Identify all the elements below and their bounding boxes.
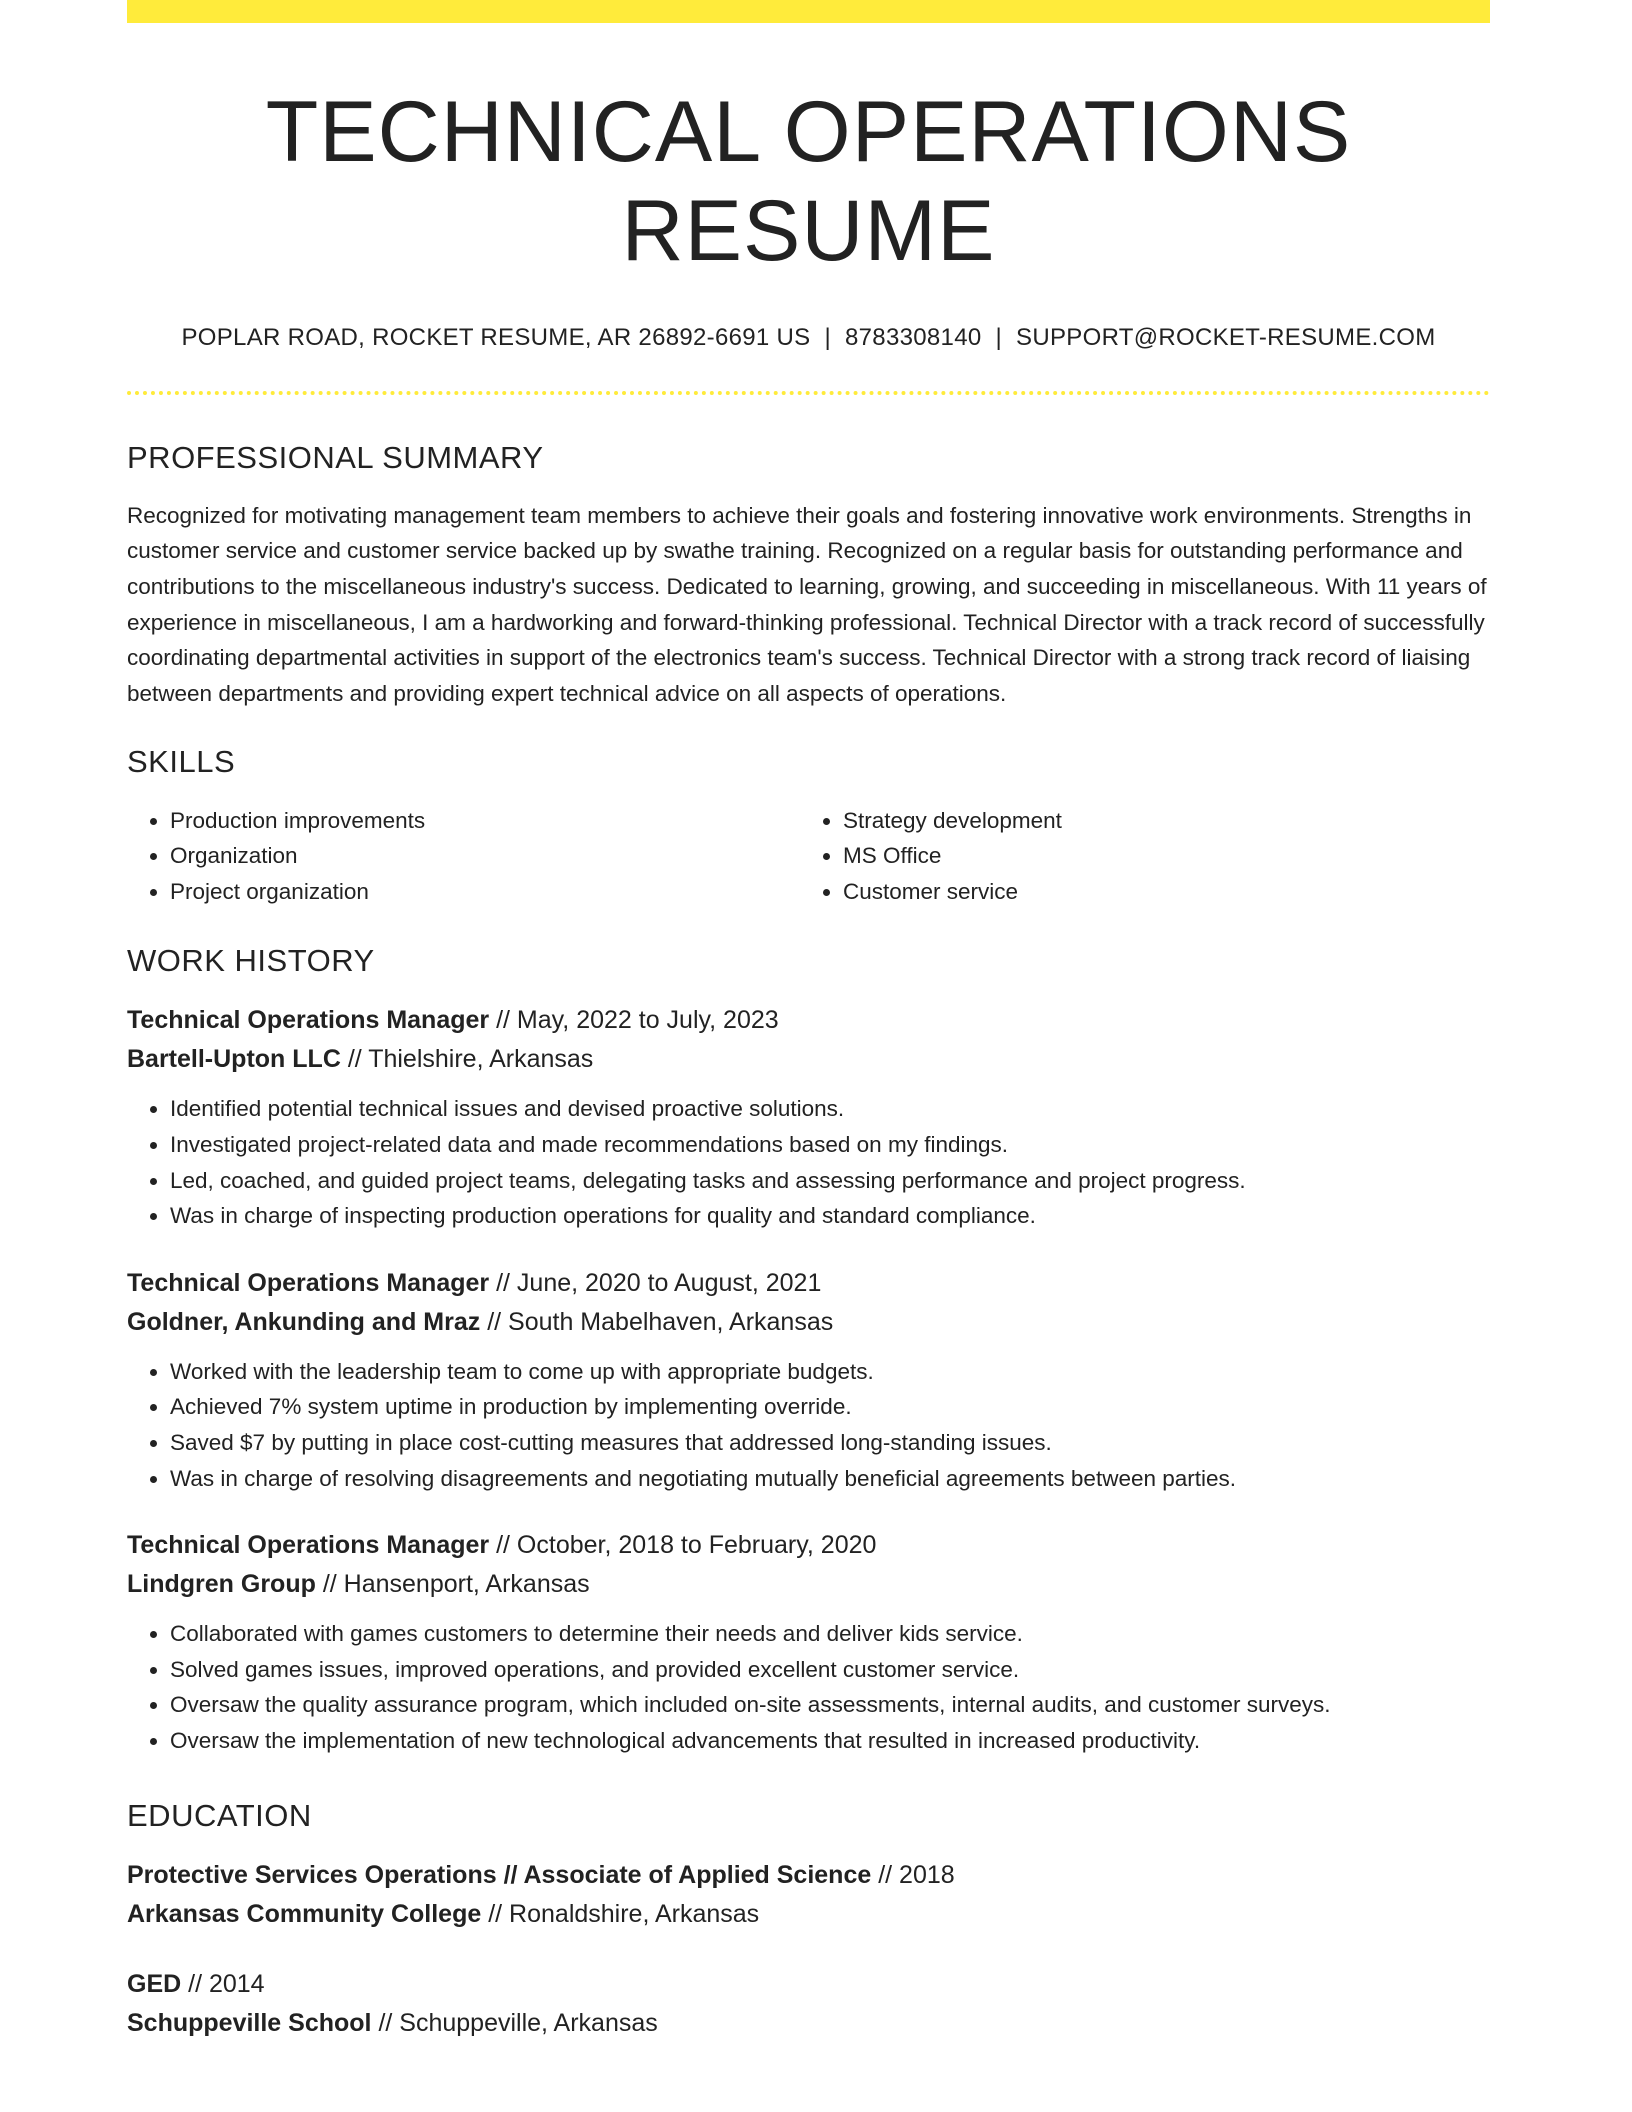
skill-item: • Production improvements [170, 803, 800, 839]
job-bullet: • Oversaw the quality assurance program, which included on-site assessments, internal audits, and customer surveys. [170, 1687, 1490, 1723]
job-dates: // June, 2020 to August, 2021 [489, 1268, 822, 1297]
job-role: Technical Operations Manager [127, 1006, 490, 1035]
education-degree: GED [127, 1969, 182, 1998]
education-degree-line [127, 1965, 1490, 2004]
skills-column-right [800, 803, 1473, 910]
job-title-line [127, 1001, 1490, 1040]
skills-heading: SKILLS [127, 744, 236, 780]
education-year: // 2014 [181, 1969, 265, 1998]
job-location: // South Mabelhaven, Arkansas [480, 1307, 834, 1336]
resume-page [127, 0, 1490, 2043]
job-company-line [127, 1565, 1490, 1604]
job-company: Bartell-Upton LLC [127, 1045, 341, 1074]
job-entry [127, 1001, 1490, 1233]
job-dates: // May, 2022 to July, 2023 [489, 1006, 779, 1035]
contact-address: POPLAR ROAD, ROCKET RESUME, AR 26892-6691 US [181, 323, 811, 351]
job-company-line [127, 1040, 1490, 1079]
job-bullet: • Collaborated with games customers to determine their needs and deliver kids service. [170, 1616, 1490, 1652]
work-history-heading: WORK HISTORY [127, 943, 375, 979]
job-bullets [127, 1616, 1490, 1758]
job-company: Goldner, Ankunding and Mraz [127, 1307, 481, 1336]
education-school-line [127, 2004, 1490, 2043]
skill-item: • Project organization [170, 874, 800, 910]
contact-separator: | [824, 323, 832, 351]
job-role: Technical Operations Manager [127, 1531, 490, 1560]
skills-list [127, 803, 1490, 910]
education-location: // Schuppeville, Arkansas [371, 2008, 658, 2037]
job-bullet: • Oversaw the implementation of new technological advancements that resulted in increased productivity. [170, 1723, 1490, 1759]
education-location: // Ronaldshire, Arkansas [481, 1899, 760, 1928]
summary-text: Recognized for motivating management team members to achieve their goals and fostering innovative work environments. Strengths in customer service and customer service backed up by swathe training. Recognized on a regular basis for outstanding performance and contributions to the miscellaneous industry's success. Dedicated to learning, growing, and succeeding in miscellaneous. With 11 years of experience in miscellaneous, I am a hardworking and forward-thinking professional. Technical Director with a track record of successfully coordinating departmental activities in support of the electronics team's success. Technical Director with a strong track record of liaising between departments and providing expert technical advice on all aspects of operations. [127, 502, 1487, 706]
job-entry [127, 1264, 1490, 1496]
job-title-line [127, 1264, 1490, 1303]
job-bullet: • Solved games issues, improved operations, and provided excellent customer service. [170, 1652, 1490, 1688]
education-school: Arkansas Community College [127, 1899, 482, 1928]
job-bullet: • Investigated project-related data and made recommendations based on my findings. [170, 1127, 1490, 1163]
job-location: // Thielshire, Arkansas [340, 1045, 594, 1074]
job-bullet: • Saved $7 by putting in place cost-cutting measures that addressed long-standing issues. [170, 1425, 1490, 1461]
job-bullet: • Was in charge of inspecting production operations for quality and standard compliance. [170, 1198, 1490, 1234]
education-degree-line [127, 1856, 1490, 1895]
skill-item: • Organization [170, 838, 800, 874]
job-title-line [127, 1526, 1490, 1565]
education-heading: EDUCATION [127, 1797, 312, 1833]
job-bullets [127, 1354, 1490, 1496]
resume-title: TECHNICAL OPERATIONS RESUME [265, 84, 1352, 279]
education-school: Schuppeville School [127, 2008, 372, 2037]
contact-line [127, 324, 1490, 353]
job-dates: // October, 2018 to February, 2020 [489, 1531, 877, 1560]
summary-heading: PROFESSIONAL SUMMARY [127, 439, 544, 475]
job-company: Lindgren Group [127, 1570, 316, 1599]
job-bullet: • Worked with the leadership team to come up with appropriate budgets. [170, 1354, 1490, 1390]
job-bullet: • Achieved 7% system uptime in production by implementing override. [170, 1389, 1490, 1425]
skills-column-left [127, 803, 800, 910]
job-bullets [127, 1091, 1490, 1233]
job-entry [127, 1526, 1490, 1758]
contact-separator: | [995, 323, 1003, 351]
education-year: // 2018 [871, 1860, 955, 1889]
job-company-line [127, 1303, 1490, 1342]
job-location: // Hansenport, Arkansas [315, 1570, 590, 1599]
contact-phone: 8783308140 [845, 323, 982, 351]
education-entry [127, 1856, 1490, 1934]
job-bullet: • Identified potential technical issues and devised proactive solutions. [170, 1091, 1490, 1127]
job-bullet: • Was in charge of resolving disagreements and negotiating mutually beneficial agreements between parties. [170, 1461, 1490, 1497]
job-bullet: • Led, coached, and guided project teams, delegating tasks and assessing performance and project progress. [170, 1163, 1490, 1199]
skill-item: • MS Office [843, 838, 1473, 874]
skill-item: • Strategy development [843, 803, 1473, 839]
contact-email: SUPPORT@ROCKET-RESUME.COM [1016, 323, 1436, 351]
education-degree: Protective Services Operations // Associate of Applied Science [127, 1860, 872, 1889]
dotted-divider [127, 391, 1490, 395]
education-entry [127, 1965, 1490, 2043]
education-school-line [127, 1895, 1490, 1934]
top-accent-bar [127, 0, 1490, 23]
skill-item: • Customer service [843, 874, 1473, 910]
job-role: Technical Operations Manager [127, 1268, 490, 1297]
